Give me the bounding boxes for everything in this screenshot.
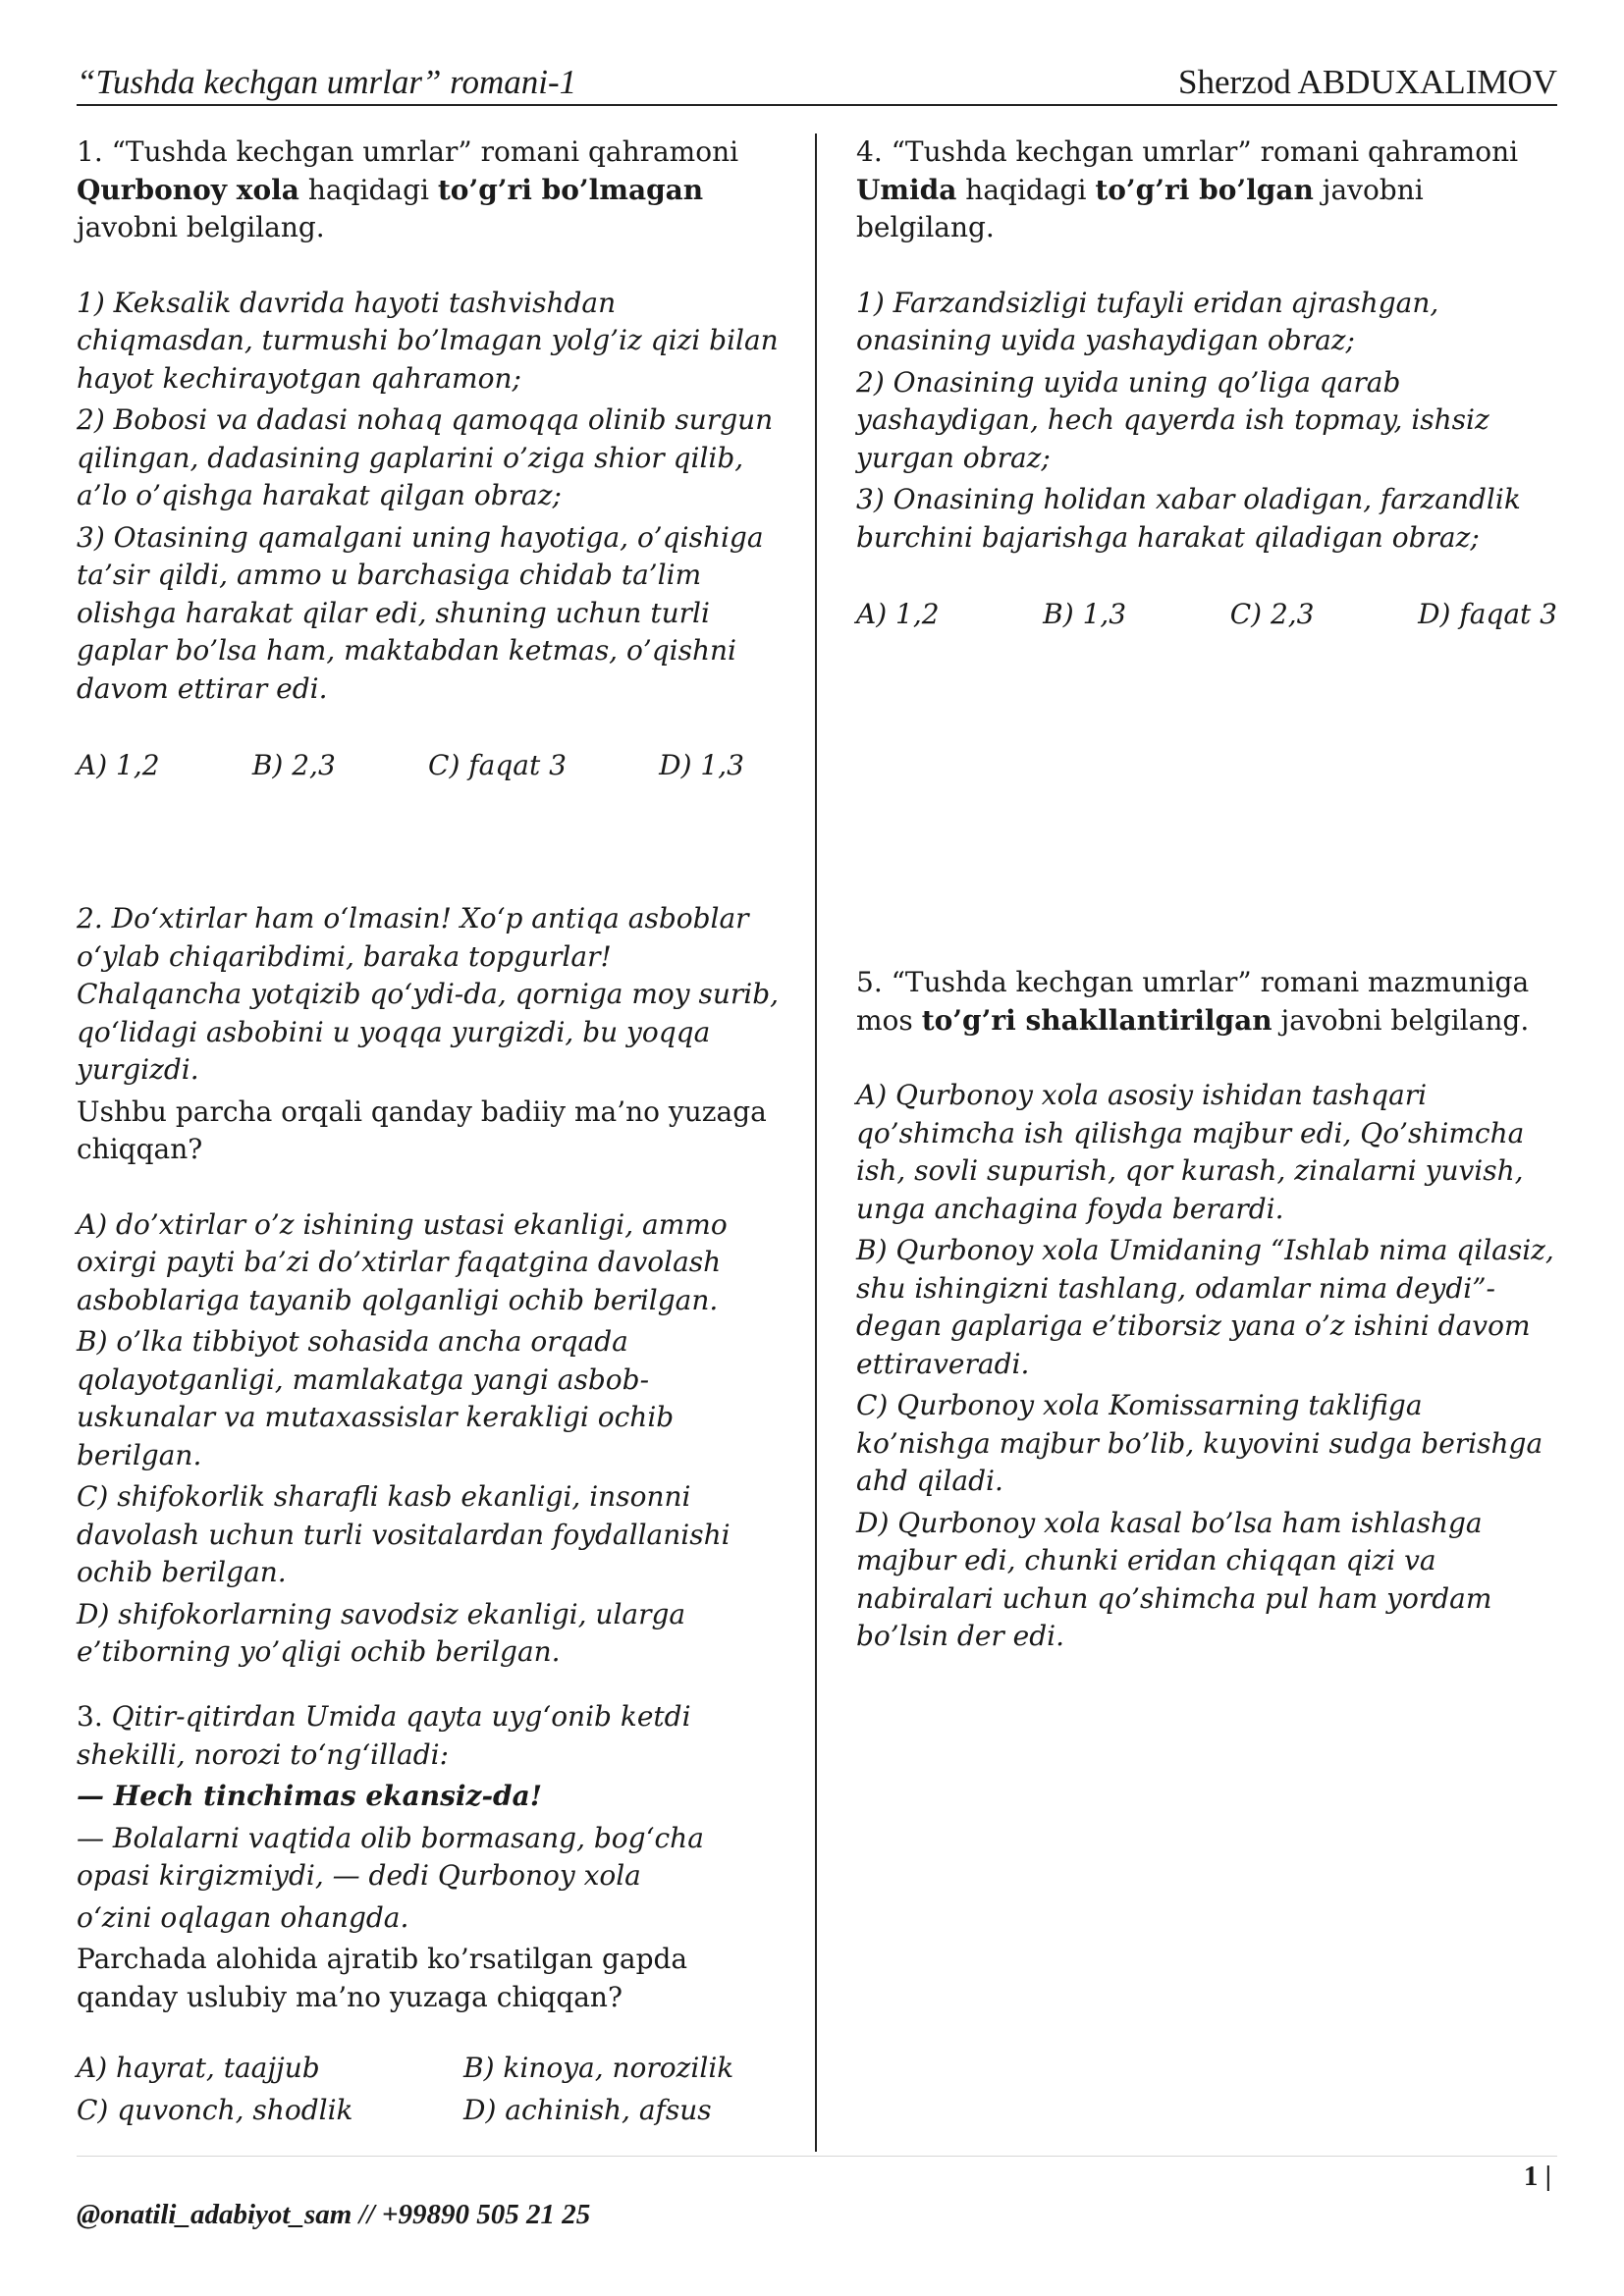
- option-a[interactable]: A) 1,2: [856, 598, 940, 630]
- question-4-prompt: 4. “Tushda kechgan umrlar” romani qahramoni Umida haqidagi to’g’ri bo’lgan javobni belgilang.: [856, 135, 1519, 243]
- option-c[interactable]: C) 2,3: [1229, 598, 1315, 630]
- question-5-option[interactable]: C) Qurbonoy xola Komissarning taklifiga ko’nishga majbur bo’lib, kuyovini sudga berishga ahd qiladi.: [856, 1389, 1543, 1497]
- question-4-emphasis: to’g’ri bo’lgan: [1095, 173, 1314, 206]
- question-1-prompt: 1. “Tushda kechgan umrlar” romani qahramoni Qurbonoy xola haqidagi to’g’ri bo’lmagan javobni belgilang.: [77, 135, 739, 243]
- question-1-options: [77, 747, 744, 785]
- column-divider: [815, 133, 817, 2152]
- question-3-options: [77, 2050, 784, 2129]
- question-1-emphasis: to’g’ri bo’lmagan: [437, 173, 704, 206]
- header-title: “Tushda kechgan umrlar” romani-1: [77, 63, 577, 101]
- option-d[interactable]: D) achinish, afsus: [463, 2093, 712, 2126]
- option-a[interactable]: A) 1,2: [77, 749, 160, 781]
- option-b[interactable]: B) kinoya, norozilik: [463, 2052, 734, 2084]
- page-number: 1 |: [1523, 2161, 1551, 2192]
- footer-contact: @onatili_adabiyot_sam // +99890 505 21 25: [77, 2199, 591, 2230]
- question-4-options: [856, 596, 1557, 634]
- question-5-prompt: 5. “Tushda kechgan umrlar” romani mazmuniga mos to’g’ri shakllantirilgan javobni belgilang.: [856, 966, 1530, 1037]
- question-2-option[interactable]: A) do’xtirlar o’z ishining ustasi ekanligi, ammo oxirgi payti ba’zi do’xtirlar faqatgina davolash asboblariga tayanib qolganligi ochib berilgan.: [77, 1207, 728, 1316]
- question-4-subject: Umida: [856, 173, 957, 206]
- option-d[interactable]: D) 1,3: [659, 749, 744, 781]
- question-2-option[interactable]: B) o’lka tibbiyot sohasida ancha orqada qolayotganligi, mamlakatga yangi asbob-uskunalar va mutaxassislar kerakligi ochib berilgan.: [77, 1325, 675, 1471]
- question-4-statement: 3) Onasining holidan xabar oladigan, farzandlik burchini bajarishga harakat qiladigan obraz;: [856, 483, 1521, 554]
- page-header: [77, 55, 1557, 106]
- option-c[interactable]: C) faqat 3: [428, 749, 567, 781]
- option-b[interactable]: B) 2,3: [251, 749, 336, 781]
- option-a[interactable]: A) hayrat, taajjub: [77, 2052, 320, 2084]
- question-3-question: Parchada alohida ajratib ko’rsatilgan gapda qanday uslubiy ma’no yuzaga chiqqan?: [77, 1943, 688, 2013]
- question-5-emphasis: to’g’ri shakllantirilgan: [921, 1003, 1272, 1037]
- question-2: [77, 900, 784, 1672]
- option-c[interactable]: C) quvonch, shodlik: [77, 2093, 353, 2126]
- question-1-statement: 2) Bobosi va dadasi nohaq qamoqqa olinib surgun qilingan, dadasining gaplarini o’ziga shior qilib, a’lo o’qishga harakat qilgan obraz;: [77, 403, 774, 511]
- question-1: [77, 133, 784, 785]
- question-4: [856, 133, 1563, 634]
- question-2-passage: 2. Do‘xtirlar ham o‘lmasin! Xo‘p antiqa asboblar o‘ylab chiqaribdimi, baraka topgurlar! Chalqancha yotqizib qo‘ydi-da, qorniga moy surib, qo‘lidagi asbobini u yoqqa yurgizdi, bu yoqqa yurgizdi.: [77, 902, 780, 1086]
- question-4-statement: 1) Farzandsizligi tufayli eridan ajrashgan, onasining uyida yashaydigan obraz;: [856, 286, 1439, 356]
- question-3-passage: 3. Qitir-qitirdan Umida qayta uyg‘onib ketdi shekilli, norozi to‘ng‘illadi:: [77, 1700, 691, 1771]
- question-4-statement: 2) Onasining uyida uning qo’liga qarab yashaydigan, hech qayerda ish topmay, ishsiz yurgan obraz;: [856, 365, 1489, 474]
- question-1-subject: Qurbonoy xola: [77, 173, 299, 206]
- question-3: 3. Qitir-qitirdan Umida qayta uyg‘onib ketdi shekilli, norozi to‘ng‘illadi: — Hech tinchimas ekansiz-da! — Bolalarni vaqtida olib bormasang, bog‘cha opasi kirgizmiydi, — dedi Qurbonoy xola o‘zini oqlagan ohangda. Parchada alohida ajratib ko’rsatilgan gapda qanday uslubiy ma’no yuzaga chiqqan? A) hayrat, taajjub B) kinoya, norozilik C) quvonch, shodlik D) achinish, afsus: [77, 1698, 784, 2129]
- question-5: [856, 964, 1563, 1656]
- question-5-option[interactable]: B) Qurbonoy xola Umidaning “Ishlab nima qilasiz, shu ishingizni tashlang, odamlar nima deydi”- degan gaplariga e’tiborsiz yana o’z ishini davom ettiraveradi.: [856, 1234, 1554, 1380]
- option-b[interactable]: B) 1,3: [1043, 598, 1127, 630]
- option-d[interactable]: D) faqat 3: [1418, 598, 1557, 630]
- header-author: Sherzod ABDUXALIMOV: [1178, 63, 1557, 101]
- question-2-option[interactable]: D) shifokorlarning savodsiz ekanligi, ularga e’tiborning yo’qligi ochib berilgan.: [77, 1597, 686, 1668]
- question-2-question: Ushbu parcha orqali qanday badiiy ma’no yuzaga chiqqan?: [77, 1095, 767, 1165]
- question-2-option[interactable]: C) shifokorlik sharafli kasb ekanligi, insonni davolash uchun turli vositalardan foydallanishi ochib berilgan.: [77, 1480, 731, 1588]
- question-1-statement: 1) Keksalik davrida hayoti tashvishdan chiqmasdan, turmushi bo’lmagan yolg’iz qizi bilan hayot kechirayotgan qahramon;: [77, 286, 779, 395]
- question-3-highlight: — Hech tinchimas ekansiz-da!: [77, 1780, 543, 1812]
- footer-divider: [77, 2156, 1557, 2157]
- question-5-option[interactable]: A) Qurbonoy xola asosiy ishidan tashqari qo’shimcha ish qilishga majbur edi, Qo’shimcha ish, sovli supurish, qor kurash, zinalarni yuvish, unga anchagina foyda berardi.: [856, 1079, 1525, 1225]
- question-5-option[interactable]: D) Qurbonoy xola kasal bo’lsa ham ishlashga majbur edi, chunki eridan chiqqan qizi va nabiralari uchun qo’shimcha pul ham yordam bo’lsin der edi.: [856, 1506, 1492, 1652]
- question-1-statement: 3) Otasining qamalgani uning hayotiga, o’qishiga ta’sir qildi, ammo u barchasiga chidab ta’lim olishga harakat qilar edi, shuning uchun turli gaplar bo’lsa ham, maktabdan ketmas, o’qishni davom ettirar edi.: [77, 520, 764, 705]
